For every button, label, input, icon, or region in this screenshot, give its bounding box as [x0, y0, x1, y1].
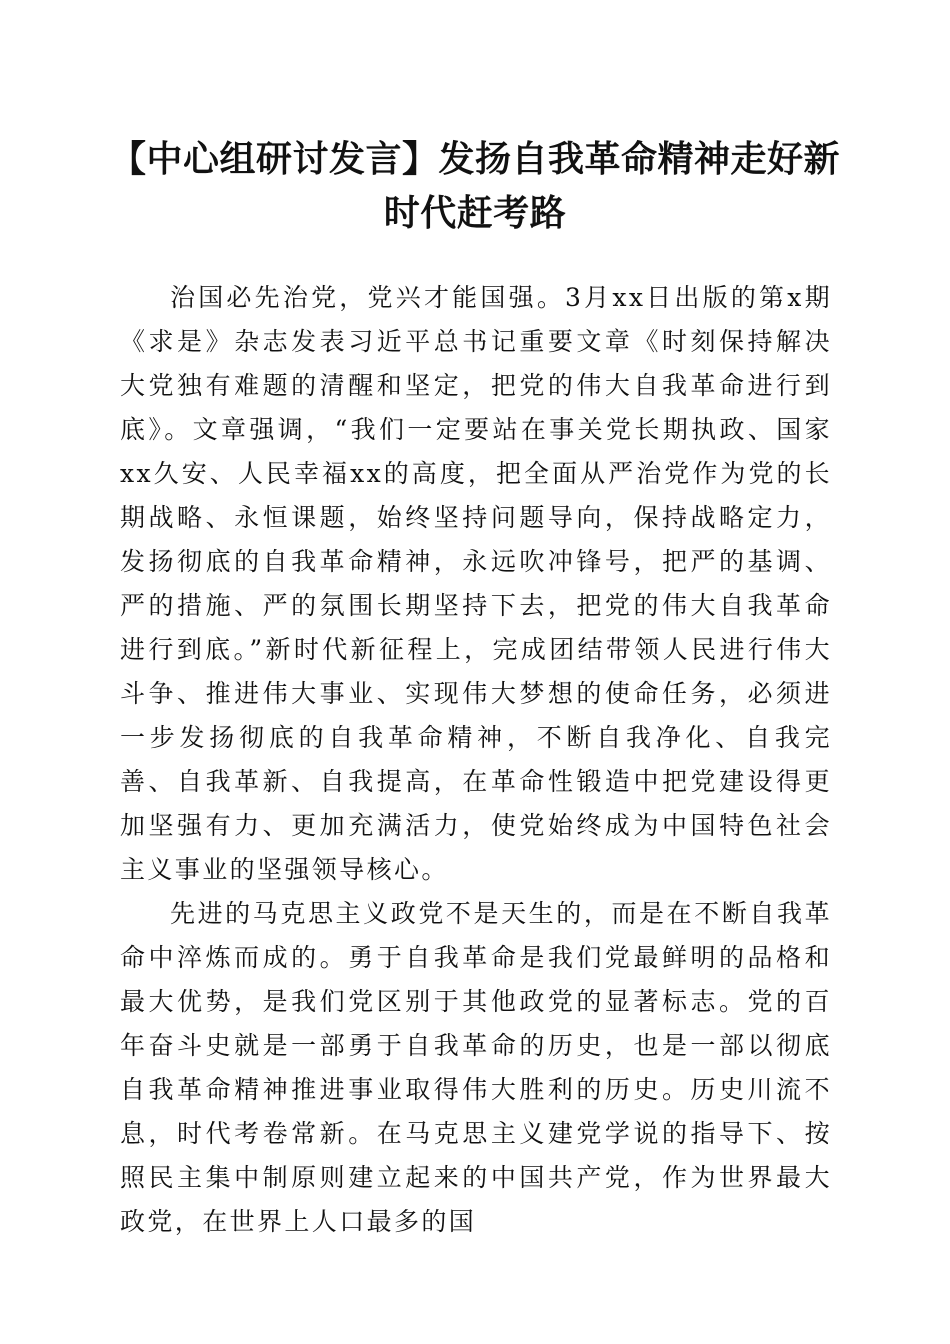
paragraph-2: 先进的马克思主义政党不是天生的，而是在不断自我革命中淬炼而成的。勇于自我革命是我们党最鲜明的品格和最大优势，是我们党区别于其他政党的显著标志。党的百年奋斗史就是一部勇于自我革命的历史，也是一部以彻底自我革命精神推进事业取得伟大胜利的历史。历史川流不息，时代考卷常新。在马克思主义建党学说的指导下、按照民主集中制原则建立起来的中国共产党，作为世界最大政党，在世界上人口最多的国 — [120, 899, 832, 1236]
document-body — [120, 276, 832, 1244]
paragraph-1: 治国必先治党，党兴才能国强。3月xx日出版的第x期《求是》杂志发表习近平总书记重要文章《时刻保持解决大党独有难题的清醒和坚定，把党的伟大自我革命进行到底》。文章强调，“我们一定要站在事关党长期执政、国家xx久安、人民幸福xx的高度，把全面从严治党作为党的长期战略、永恒课题，始终坚持问题导向，保持战略定力，发扬彻底的自我革命精神，永远吹冲锋号，把严的基调、严的措施、严的氛围长期坚持下去，把党的伟大自我革命进行到底。”新时代新征程上，完成团结带领人民进行伟大斗争、推进伟大事业、实现伟大梦想的使命任务，必须进一步发扬彻底的自我革命精神，不断自我净化、自我完善、自我革新、自我提高，在革命性锻造中把党建设得更加坚强有力、更加充满活力，使党始终成为中国特色社会主义事业的坚强领导核心。 — [120, 283, 832, 884]
document-title: 【中心组研讨发言】发扬自我革命精神走好新时代赶考路 — [110, 138, 841, 234]
